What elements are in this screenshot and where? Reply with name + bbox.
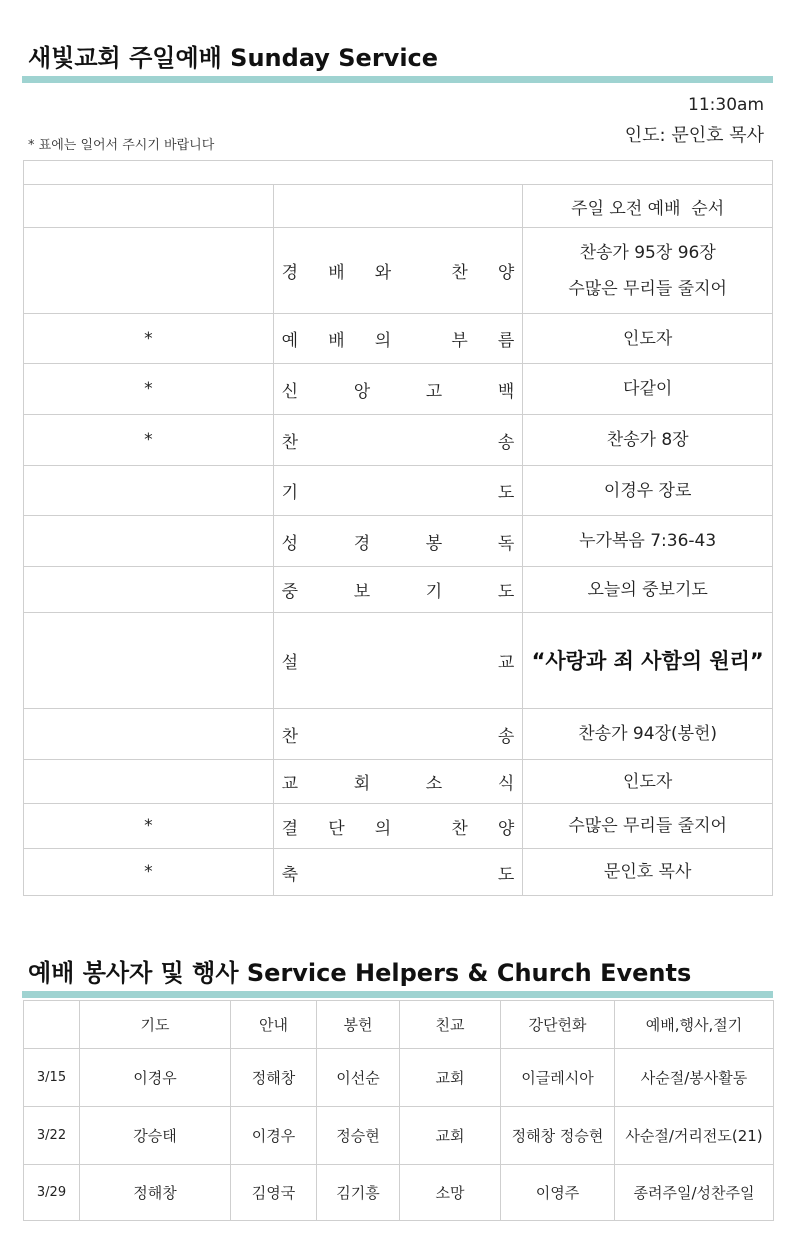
order-item-label	[282, 428, 515, 453]
helpers-column-header: 안내	[231, 1001, 317, 1049]
order-item-char: 찬	[281, 726, 299, 747]
order-item	[273, 613, 523, 709]
service-leader: 인도: 문인호 목사	[624, 125, 764, 146]
order-detail-line: 오늘의 중보기도	[587, 579, 708, 600]
stand-marker	[24, 760, 274, 804]
stand-marker	[24, 613, 274, 709]
order-item	[273, 709, 523, 760]
order-row	[24, 516, 773, 567]
order-item-char: 앙	[353, 381, 371, 402]
order-row	[24, 804, 773, 849]
order-detail-line: 누가복음 7:36-43	[579, 531, 717, 551]
helpers-date: 3/22	[24, 1107, 80, 1165]
order-item-char: 송	[497, 432, 515, 453]
order-item-char: 와	[374, 263, 392, 283]
order-item-char: 찬	[281, 432, 299, 453]
helpers-column-header: 친교	[400, 1001, 501, 1049]
helpers-cell: 교회	[400, 1107, 501, 1165]
order-item-char: 중	[281, 582, 299, 602]
stand-marker: *	[24, 364, 274, 415]
helpers-cell: 정승현	[317, 1107, 400, 1165]
stand-marker	[24, 567, 274, 613]
order-item-char: 교	[497, 653, 515, 673]
star-cell	[24, 185, 274, 228]
order-row	[24, 567, 773, 613]
order-item-label	[282, 478, 515, 503]
order-detail-line: 다같이	[623, 379, 673, 399]
helpers-date: 3/29	[24, 1165, 80, 1221]
order-item-char: 부	[451, 331, 468, 351]
order-heading: 주일 오전 예배 순서	[523, 185, 773, 228]
order-item	[273, 760, 523, 804]
order-item	[273, 804, 523, 849]
helpers-column-header: 강단헌화	[501, 1001, 615, 1049]
order-detail	[523, 849, 773, 896]
order-item	[273, 314, 523, 364]
order-detail-line: 수많은 무리들 줄지어	[568, 278, 727, 299]
order-detail	[523, 314, 773, 364]
helpers-cell: 정해창	[231, 1049, 317, 1107]
order-item-char: 배	[328, 331, 345, 351]
helpers-row	[24, 1107, 774, 1165]
order-row	[24, 314, 773, 364]
order-item-char: 결	[281, 818, 299, 839]
order-item	[273, 516, 523, 567]
stand-marker	[24, 709, 274, 760]
order-detail	[523, 709, 773, 760]
order-row	[24, 364, 773, 415]
helpers-cell: 강승태	[80, 1107, 231, 1165]
order-top-spacer-row	[24, 161, 773, 185]
page-title: 새빛교회 주일예배 Sunday Service	[28, 44, 439, 72]
helpers-row	[24, 1165, 774, 1221]
order-item-char: 기	[425, 582, 443, 602]
helpers-table	[23, 1000, 774, 1221]
worship-order-table	[23, 160, 773, 896]
order-item-char: 회	[353, 774, 371, 794]
order-item-char: 독	[497, 533, 515, 554]
standing-note: * 표에는 일어서 주시기 바랍니다	[28, 138, 215, 153]
helpers-row	[24, 1049, 774, 1107]
order-detail	[523, 516, 773, 567]
order-item-label	[282, 529, 515, 554]
order-item	[273, 364, 523, 415]
order-item-label	[282, 326, 515, 351]
order-item-char: 신	[281, 381, 299, 402]
order-item-char: 도	[497, 582, 515, 602]
order-item-char: 배	[328, 263, 345, 283]
helpers-cell: 종려주일/성찬주일	[615, 1165, 774, 1221]
order-detail-line: 찬송가 95장 96장	[579, 242, 716, 263]
order-item	[273, 466, 523, 516]
order-item-label	[282, 258, 515, 283]
order-detail	[523, 415, 773, 466]
helpers-cell: 이글레시아	[501, 1049, 615, 1107]
order-item-char: 보	[353, 582, 371, 602]
helpers-cell: 김영국	[231, 1165, 317, 1221]
stand-marker	[24, 466, 274, 516]
order-item-char: 의	[374, 818, 392, 839]
order-detail-line: 수많은 무리들 줄지어	[568, 816, 727, 836]
order-item-label	[282, 377, 515, 402]
order-detail	[523, 567, 773, 613]
helpers-cell: 이경우	[231, 1107, 317, 1165]
item-cell	[273, 185, 523, 228]
order-item	[273, 567, 523, 613]
helpers-rows	[24, 1001, 774, 1221]
service-time: 11:30am	[688, 95, 764, 115]
order-detail	[523, 364, 773, 415]
order-detail	[523, 804, 773, 849]
helpers-title: 예배 봉사자 및 행사 Service Helpers & Church Events	[28, 959, 692, 987]
order-item-label	[282, 577, 515, 602]
order-row	[24, 849, 773, 896]
order-item-char: 예	[281, 331, 299, 351]
stand-marker: *	[24, 849, 274, 896]
order-detail	[523, 760, 773, 804]
order-item-char: 경	[281, 263, 299, 283]
order-item-label	[282, 722, 515, 747]
helpers-date: 3/15	[24, 1049, 80, 1107]
helpers-cell: 이선순	[317, 1049, 400, 1107]
helpers-header-row	[24, 1001, 774, 1049]
order-item-char: 봉	[425, 533, 443, 554]
helpers-cell: 이영주	[501, 1165, 615, 1221]
helpers-underline-bar	[22, 991, 773, 998]
order-item-char: 의	[374, 331, 392, 351]
order-item-char: 름	[497, 331, 515, 351]
helpers-cell: 교회	[400, 1049, 501, 1107]
order-item	[273, 228, 523, 314]
helpers-cell: 정해창	[80, 1165, 231, 1221]
helpers-cell: 김기흥	[317, 1165, 400, 1221]
spacer-cell	[24, 161, 773, 185]
helpers-cell: 정해창 정승현	[501, 1107, 615, 1165]
order-item-char: 경	[353, 533, 371, 554]
order-item	[273, 415, 523, 466]
order-detail-line: 문인호 목사	[603, 862, 692, 882]
order-row	[24, 760, 773, 804]
order-item-char: 축	[281, 864, 299, 885]
helpers-column-header: 기도	[80, 1001, 231, 1049]
helpers-column-header: 예배,행사,절기	[615, 1001, 774, 1049]
order-row	[24, 613, 773, 709]
order-item-char: 양	[497, 263, 515, 283]
sermon-title: “사랑과 죄 사함의 원리”	[531, 648, 764, 673]
stand-marker: *	[24, 415, 274, 466]
order-item-label	[282, 860, 515, 885]
title-underline-bar	[22, 76, 773, 83]
order-item-label	[282, 814, 515, 839]
order-item-char: 성	[281, 533, 299, 554]
order-item-char: 소	[425, 774, 443, 794]
order-item-char: 식	[497, 774, 515, 794]
order-row	[24, 466, 773, 516]
order-detail	[523, 228, 773, 314]
stand-marker: *	[24, 804, 274, 849]
order-heading-row	[24, 185, 773, 228]
helpers-column-header: 봉헌	[317, 1001, 400, 1049]
order-item-char: 백	[497, 381, 515, 402]
helpers-cell: 소망	[400, 1165, 501, 1221]
order-row	[24, 415, 773, 466]
order-item-char: 찬	[451, 818, 468, 839]
order-item-char: 단	[328, 818, 345, 839]
order-detail-line: 인도자	[623, 328, 673, 349]
order-rows	[24, 228, 773, 896]
order-item-char: 설	[281, 653, 299, 673]
order-item-char: 송	[497, 726, 515, 747]
order-detail-line: 찬송가 94장(봉헌)	[578, 724, 718, 744]
order-item-char: 기	[281, 483, 299, 503]
order-row	[24, 709, 773, 760]
helpers-cell: 이경우	[80, 1049, 231, 1107]
order-item-char: 교	[281, 774, 299, 794]
helpers-cell: 사순절/봉사활동	[615, 1049, 774, 1107]
order-detail-line: 이경우 장로	[603, 480, 692, 501]
helpers-cell: 사순절/거리전도(21)	[615, 1107, 774, 1165]
helpers-column-header	[24, 1001, 80, 1049]
order-item	[273, 849, 523, 896]
order-row	[24, 228, 773, 314]
stand-marker: *	[24, 314, 274, 364]
order-detail	[523, 466, 773, 516]
order-item-char: 양	[497, 818, 515, 839]
stand-marker	[24, 228, 274, 314]
stand-marker	[24, 516, 274, 567]
order-item-label	[282, 769, 515, 794]
order-item-char: 고	[425, 381, 443, 402]
order-detail-line: 찬송가 8장	[606, 430, 689, 450]
order-item-label	[282, 648, 515, 673]
order-item-char: 도	[497, 483, 515, 503]
order-item-char: 찬	[451, 263, 468, 283]
order-detail-line: 인도자	[623, 771, 673, 792]
order-detail	[523, 613, 773, 709]
order-item-char: 도	[497, 864, 515, 885]
